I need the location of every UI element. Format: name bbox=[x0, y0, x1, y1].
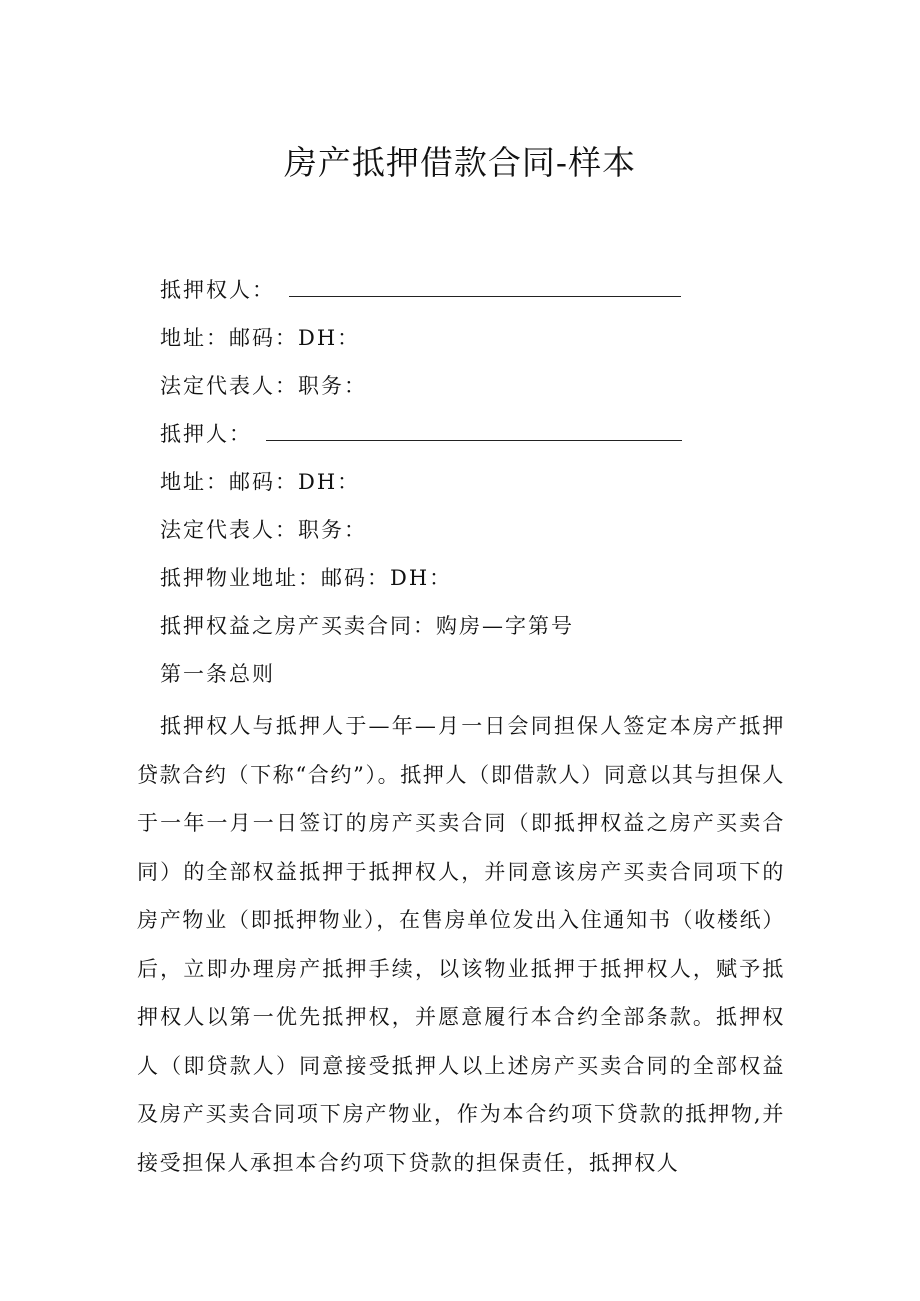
field-label: 抵押人： bbox=[160, 422, 252, 446]
field-mortgagor bbox=[160, 410, 800, 458]
field-label: 法定代表人：职务： bbox=[160, 518, 367, 542]
field-label: 地址：邮码：DH： bbox=[160, 470, 361, 494]
field-purchase-contract bbox=[160, 602, 800, 650]
field-mortgagee-address bbox=[160, 314, 800, 362]
field-mortgagor-address bbox=[160, 458, 800, 506]
field-label: 抵押权人： bbox=[160, 278, 275, 302]
fill-in-blank-line bbox=[266, 428, 682, 441]
field-mortgagee-representative bbox=[160, 362, 800, 410]
field-label: 法定代表人：职务： bbox=[160, 374, 367, 398]
field-label: 抵押物业地址：邮码：DH： bbox=[160, 566, 453, 590]
article-1-body bbox=[137, 702, 785, 1187]
fill-in-blank-line bbox=[289, 284, 681, 297]
field-label: 地址：邮码：DH： bbox=[160, 326, 361, 350]
party-fields bbox=[160, 266, 800, 698]
field-mortgagee bbox=[160, 266, 800, 314]
field-label: 抵押权益之房产买卖合同：购房—字第号 bbox=[160, 614, 574, 638]
document-title: 房产抵押借款合同-样本 bbox=[283, 143, 637, 182]
section-heading-article-1 bbox=[160, 650, 800, 698]
section-heading: 第一条总则 bbox=[160, 662, 275, 686]
body-paragraph: 抵押权人与抵押人于—年—月一日会同担保人签定本房产抵押贷款合约（下称“合约”）。抵押人（即借款人）同意以其与担保人于一年一月一日签订的房产买卖合同（即抵押权益之房产买卖合同）的全部权益抵押于抵押权人，并同意该房产买卖合同项下的房产物业（即抵押物业），在售房单位发出入住通知书（收楼纸）后，立即办理房产抵押手续，以该物业抵押于抵押权人，赋予抵押权人以第一优先抵押权，并愿意履行本合约全部条款。抵押权人（即贷款人）同意接受抵押人以上述房产买卖合同的全部权益及房产买卖合同项下房产物业，作为本合约项下贷款的抵押物,并接受担保人承担本合约项下贷款的担保责任，抵押权人 bbox=[137, 714, 785, 1175]
field-mortgagor-representative bbox=[160, 506, 800, 554]
field-property-address bbox=[160, 554, 800, 602]
